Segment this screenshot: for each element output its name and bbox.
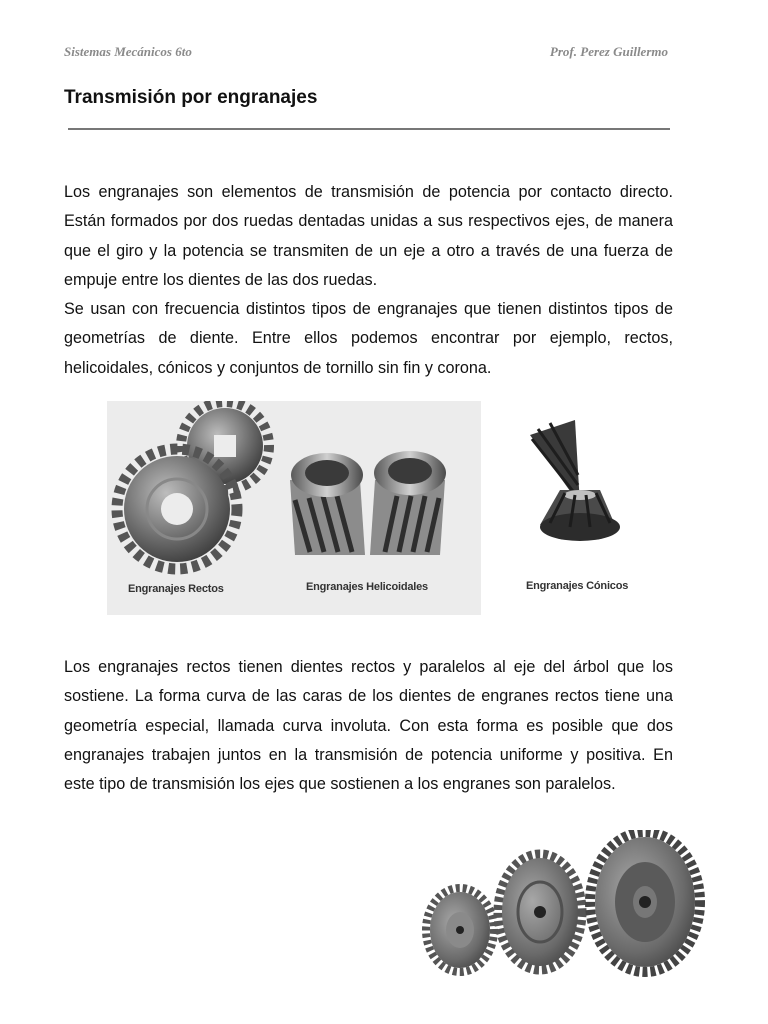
caption-helical-gears: Engranajes Helicoidales xyxy=(306,581,428,593)
spur-gear-large xyxy=(117,449,237,569)
caption-bevel-gears: Engranajes Cónicos xyxy=(526,580,629,592)
intro-text-1: Los engranajes son elementos de transmisión de potencia por contacto directo. Están formados por dos ruedas dentadas unidas a sus respectivos ejes, de manera que el giro y la potencia se transmiten de un eje a otro a través de una fuerza de empuje entre los dientes de las dos ruedas. xyxy=(64,183,673,289)
intro-text-2: Se usan con frecuencia distintos tipos de engranajes que tienen distintos tipos de geometrías de diente. Entre ellos podemos encontrar por ejemplo, rectos, helicoidales, cónicos y conjuntos de tornillo sin fin y corona. xyxy=(64,300,673,377)
medium-gear xyxy=(498,854,582,970)
page-title: Transmisión por engranajes xyxy=(64,87,318,108)
header-author: Prof. Perez Guillermo xyxy=(549,44,668,59)
helical-gears-image xyxy=(285,430,455,570)
spur-gears-image xyxy=(107,401,287,576)
helical-gear-right xyxy=(370,451,446,555)
caption-spur-gears: Engranajes Rectos xyxy=(128,583,224,595)
helical-gear-left xyxy=(290,453,365,555)
spur-gears-paragraph: Los engranajes rectos tienen dientes rectos y paralelos al eje del árbol que los sostiene. La forma curva de las caras de los dientes de engranes rectos tiene una geometría especial, llamada curva involuta. Con esta forma es posible que dos engranajes trabajen juntos en la transmisión de potencia uniforme y positiva. En este tipo de transmisión los ejes que sostienen a los engranes son paralelos. xyxy=(64,658,673,794)
intro-paragraph xyxy=(64,178,673,383)
large-gear xyxy=(590,832,700,972)
small-gear xyxy=(426,888,494,972)
header-course: Sistemas Mecánicos 6to xyxy=(64,44,192,59)
bevel-gear-bottom xyxy=(540,490,620,541)
title-divider xyxy=(68,128,670,130)
spur-gears-photo xyxy=(420,830,750,980)
bevel-gears-image xyxy=(520,415,630,555)
